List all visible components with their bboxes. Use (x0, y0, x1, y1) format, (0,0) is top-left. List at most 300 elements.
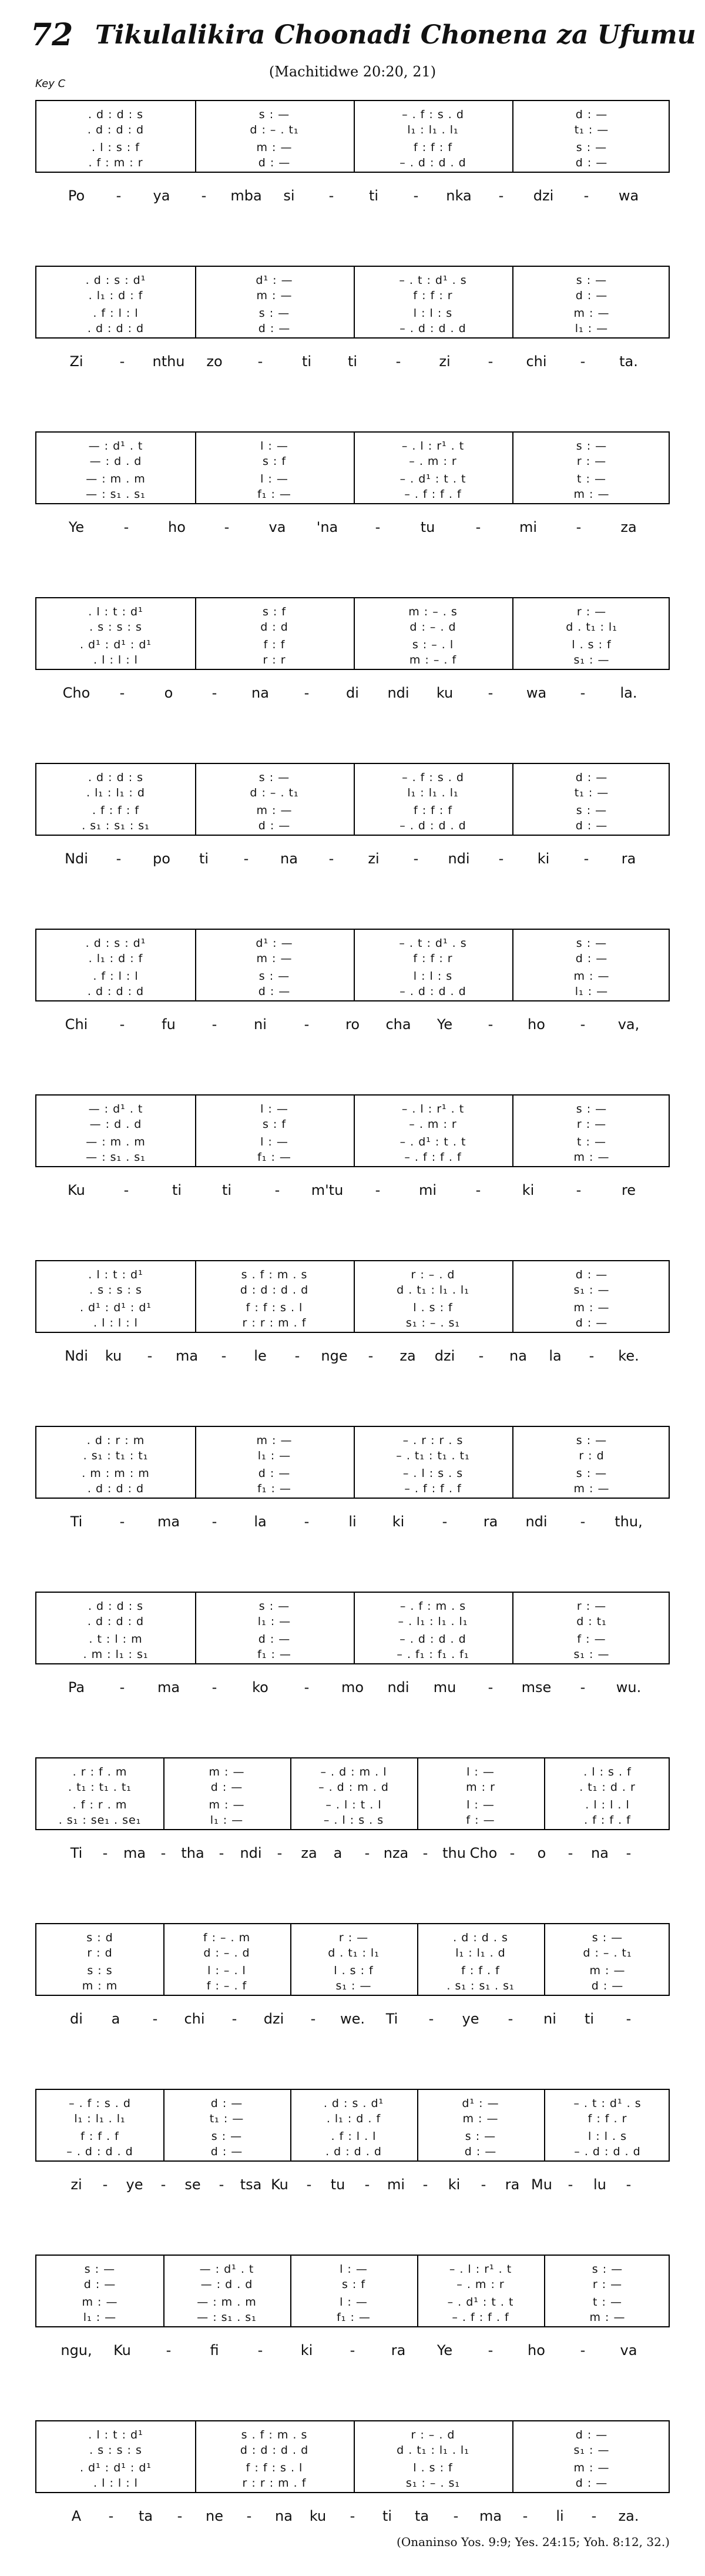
lyric-syllable: ti (382, 2508, 392, 2524)
solfa-staff (35, 1757, 670, 1830)
lyric-syllable: - (368, 1348, 374, 1364)
voice-line (36, 1481, 671, 1496)
lyric-syllable: - (119, 1679, 125, 1696)
voice-line (36, 984, 671, 999)
solfa-measure: — : s₁ . s₁ (86, 1151, 146, 1164)
solfa-measure: . d¹ : d¹ : d¹ (79, 638, 152, 651)
lyric-syllable: ho (528, 2342, 545, 2359)
lyric-syllable: - (488, 1016, 494, 1033)
solfa-measure: r : d (87, 1947, 113, 1959)
solfa-measure: l : — (260, 473, 288, 485)
solfa-measure: – . m : r (409, 1118, 457, 1131)
solfa-measure: d : — (258, 322, 291, 335)
solfa-measure: l : — (466, 1766, 495, 1778)
lyric-syllable: ti (347, 353, 358, 370)
music-system (35, 1757, 670, 1895)
solfa-staff (35, 1923, 670, 1996)
lyric-syllable: - (422, 1845, 428, 1861)
lyrics-line (35, 849, 670, 869)
lyrics-line (35, 1677, 670, 1697)
lyric-syllable: - (576, 1182, 582, 1198)
solfa-measure: s : — (211, 2130, 243, 2143)
solfa-measure: . l : l : l (93, 2477, 138, 2490)
lyric-syllable: - (576, 519, 582, 535)
lyric-syllable: ki (522, 1182, 535, 1198)
lyric-syllable: va (620, 2342, 637, 2359)
lyric-syllable: - (274, 1182, 280, 1198)
lyric-syllable: le (254, 1348, 267, 1364)
lyric-syllable: - (580, 353, 586, 370)
solfa-measure: – . d¹ : t . t (447, 2296, 514, 2309)
solfa-measure: . d : r : m (86, 1434, 145, 1447)
lyric-syllable: - (219, 1845, 224, 1861)
lyric-syllable: we. (340, 2011, 365, 2027)
hymn-number: 72 (31, 17, 73, 53)
lyric-syllable: - (304, 1016, 310, 1033)
lyrics-line (35, 1843, 670, 1863)
music-system (35, 1592, 670, 1730)
lyric-syllable: va (268, 519, 286, 535)
solfa-measure: s . f : m . s (241, 1268, 308, 1281)
solfa-measure: s : — (84, 2263, 116, 2276)
voice-line (36, 1614, 671, 1629)
solfa-measure: – . f : s . d (69, 2097, 131, 2110)
solfa-measure: . f : r . m (72, 1798, 127, 1811)
lyric-syllable: - (123, 519, 129, 535)
voice-line (36, 2475, 671, 2491)
solfa-measure: d : – . t₁ (250, 123, 299, 136)
lyric-syllable: - (488, 353, 494, 370)
voice-line (36, 1134, 671, 1150)
solfa-measure: . d : s . d¹ (323, 2097, 384, 2110)
solfa-measure: r : — (592, 2278, 623, 2291)
lyric-syllable: - (498, 850, 504, 867)
solfa-measure: – . l : s . s (323, 1814, 384, 1827)
solfa-measure: d : – . t₁ (583, 1947, 632, 1959)
lyric-syllable: - (212, 1513, 217, 1530)
lyric-syllable: - (212, 1679, 217, 1696)
lyric-syllable: - (160, 1845, 166, 1861)
solfa-measure: – . m : r (409, 455, 457, 468)
voice-line (36, 652, 671, 668)
solfa-measure: d : — (464, 2145, 497, 2158)
music-system (35, 1923, 670, 2061)
solfa-measure: – . l : r¹ . t (401, 1103, 465, 1116)
voice-line (36, 438, 671, 454)
lyric-syllable: - (212, 1016, 217, 1033)
music-key: Key C (35, 78, 66, 90)
lyric-syllable: thu, (615, 1513, 643, 1530)
solfa-measure: . t₁ : d . r (579, 1781, 636, 1794)
solfa-staff (35, 431, 670, 504)
voice-line (36, 604, 671, 619)
solfa-measure: t₁ : — (209, 2112, 244, 2125)
lyric-syllable: ki (392, 1513, 405, 1530)
lyric-syllable: na (591, 1845, 609, 1861)
solfa-staff (35, 2420, 670, 2493)
solfa-measure: d : d (260, 621, 288, 634)
solfa-measure: r : r : m . f (242, 1317, 307, 1329)
lyric-syllable: Ku (113, 2342, 131, 2359)
solfa-measure: l₁ : — (575, 322, 609, 335)
lyric-syllable: - (488, 2342, 494, 2359)
lyric-syllable: ti (368, 187, 379, 204)
lyric-syllable: - (304, 1679, 310, 1696)
solfa-measure: – . l₁ : l₁ . l₁ (398, 1615, 468, 1628)
lyric-syllable: ho (168, 519, 186, 535)
voice-line (36, 140, 671, 155)
solfa-measure: f : – . m (203, 1931, 251, 1944)
lyric-syllable: tha (181, 1845, 204, 1861)
solfa-measure: – . d¹ : t . t (400, 1135, 466, 1148)
solfa-measure: d . t₁ : l₁ (566, 621, 617, 634)
solfa-measure: s : f (262, 455, 287, 468)
lyric-syllable: - (221, 1348, 227, 1364)
solfa-measure: – . l : s . s (402, 1467, 464, 1480)
solfa-measure: . d : d : d (87, 123, 145, 136)
solfa-measure: — : d . d (89, 455, 142, 468)
solfa-measure: l : — (340, 2296, 368, 2309)
solfa-measure: . s : s : s (89, 621, 142, 634)
solfa-measure: m : — (573, 488, 610, 501)
lyric-syllable: Zi (69, 353, 83, 370)
solfa-measure: d : — (575, 771, 608, 784)
solfa-measure: d . t₁ : l₁ (328, 1947, 380, 1959)
solfa-measure: l . s : f (413, 2461, 453, 2474)
solfa-measure: m : — (589, 2311, 626, 2324)
solfa-measure: l₁ : — (257, 1615, 291, 1628)
solfa-measure: l : — (340, 2263, 368, 2276)
solfa-measure: . r : f . m (72, 1766, 127, 1778)
solfa-measure: m : — (462, 2112, 499, 2125)
lyric-syllable: mse (521, 1679, 552, 1696)
lyric-syllable: fu (162, 1016, 176, 1033)
lyric-syllable: - (328, 187, 334, 204)
voice-line (36, 1267, 671, 1282)
lyric-syllable: a (333, 1845, 343, 1861)
solfa-measure: s . f : m . s (241, 2428, 308, 2441)
lyric-syllable: - (509, 1845, 515, 1861)
voice-line (36, 1599, 671, 1614)
lyric-syllable: fi (210, 2342, 219, 2359)
lyrics-line (35, 186, 670, 206)
lyric-syllable: - (481, 2176, 486, 2193)
lyric-syllable: - (243, 850, 249, 867)
solfa-measure: . d : d : d (87, 322, 145, 335)
voice-line (36, 1117, 671, 1132)
solfa-measure: s : — (576, 1467, 607, 1480)
voice-line (36, 1780, 671, 1795)
lyric-syllable: ni (254, 1016, 267, 1033)
solfa-measure: r : – . d (411, 1268, 455, 1281)
lyric-syllable: - (119, 1016, 125, 1033)
voice-line (36, 2111, 671, 2126)
solfa-measure: s₁ : — (573, 1284, 610, 1297)
voice-line (36, 2310, 671, 2325)
solfa-measure: l₁ : l₁ . l₁ (407, 786, 459, 799)
solfa-measure: f : f : f (413, 141, 453, 154)
solfa-measure: s : — (258, 108, 290, 121)
voice-line (36, 321, 671, 336)
lyric-syllable: mi (387, 2176, 405, 2193)
solfa-measure: s : — (576, 141, 607, 154)
lyric-syllable: 'na (316, 519, 338, 535)
lyric-syllable: - (231, 2011, 237, 2027)
solfa-measure: s₁ : – . s₁ (405, 1317, 461, 1329)
lyric-syllable: na (275, 2508, 293, 2524)
solfa-measure: m : — (256, 952, 293, 965)
solfa-measure: — : d¹ . t (199, 2263, 254, 2276)
solfa-measure: r : — (576, 1118, 607, 1131)
voice-line (36, 1764, 671, 1780)
solfa-measure: d : — (258, 985, 291, 998)
solfa-measure: – . t : d¹ . s (399, 274, 467, 287)
music-system (35, 2089, 670, 2227)
hymn-header (31, 17, 696, 53)
lyric-syllable: ngu, (61, 2342, 92, 2359)
solfa-measure: l : — (260, 1135, 288, 1148)
solfa-measure: m : — (209, 1766, 245, 1778)
solfa-measure: . f : l . l (331, 2130, 377, 2143)
solfa-measure: d : — (258, 819, 291, 832)
solfa-measure: d : — (258, 156, 291, 169)
lyric-syllable: - (246, 2508, 252, 2524)
lyric-syllable: ndi (448, 850, 470, 867)
lyric-syllable: - (304, 1513, 310, 1530)
lyric-syllable: ti (172, 1182, 182, 1198)
lyric-syllable: - (364, 1845, 370, 1861)
lyric-syllable: si (283, 187, 295, 204)
lyric-syllable: Po (68, 187, 85, 204)
solfa-measure: — : d¹ . t (88, 1103, 143, 1116)
voice-line (36, 288, 671, 303)
solfa-measure: l : l : s (413, 307, 453, 320)
solfa-measure: m : — (82, 2296, 118, 2309)
lyric-syllable: re (621, 1182, 636, 1198)
lyric-syllable: ta (138, 2508, 153, 2524)
voice-line (36, 936, 671, 951)
lyric-syllable: - (428, 2011, 434, 2027)
solfa-measure: — : m . m (86, 1135, 146, 1148)
lyric-syllable: la (549, 1348, 562, 1364)
lyrics-line (35, 2340, 670, 2360)
lyric-syllable: mo (341, 1679, 364, 1696)
solfa-measure: m : — (209, 1798, 245, 1811)
solfa-measure: – . d : m . l (320, 1766, 387, 1778)
solfa-measure: – . l : r¹ . t (401, 440, 465, 453)
solfa-measure: d : — (575, 2428, 608, 2441)
lyric-syllable: za (400, 1348, 416, 1364)
lyric-syllable: Ndi (65, 850, 88, 867)
solfa-measure: l₁ : — (575, 985, 609, 998)
lyric-syllable: - (364, 2176, 370, 2193)
solfa-measure: . m : l₁ : s₁ (83, 1648, 149, 1661)
solfa-measure: d : — (210, 2097, 243, 2110)
lyric-syllable: ra (621, 850, 636, 867)
hymn-reference: (Machitidwe 20:20, 21) (268, 63, 437, 80)
solfa-measure: m : — (589, 1964, 626, 1977)
solfa-measure: d . t₁ : l₁ . l₁ (397, 1284, 469, 1297)
solfa-measure: m : — (573, 970, 610, 983)
voice-line (36, 1282, 671, 1298)
solfa-measure: – . d : d . d (400, 819, 466, 832)
solfa-measure: . d : d : d (87, 985, 145, 998)
voice-line (36, 1300, 671, 1315)
solfa-measure: . l : s . f (583, 1766, 632, 1778)
solfa-measure: — : d¹ . t (88, 440, 143, 453)
lyric-syllable: zi (439, 353, 451, 370)
solfa-measure: s : — (576, 440, 607, 453)
lyric-syllable: - (475, 1182, 481, 1198)
lyric-syllable: Mu (531, 2176, 552, 2193)
solfa-measure: l : — (466, 1798, 495, 1811)
lyric-syllable: - (422, 2176, 428, 2193)
lyric-syllable: nge (321, 1348, 348, 1364)
lyric-syllable: - (304, 685, 310, 701)
solfa-measure: d¹ : — (256, 274, 293, 287)
music-system (35, 597, 670, 735)
solfa-measure: d : — (575, 952, 608, 965)
lyric-syllable: - (119, 685, 125, 701)
lyric-syllable: - (626, 2176, 632, 2193)
solfa-measure: r : — (576, 1600, 607, 1613)
solfa-staff (35, 1426, 670, 1499)
lyric-syllable: dzi (263, 2011, 284, 2027)
lyric-syllable: ti (221, 1182, 232, 1198)
lyric-syllable: Ti (385, 2011, 398, 2027)
solfa-measure: – . l : r¹ . t (449, 2263, 512, 2276)
solfa-staff (35, 763, 670, 836)
solfa-measure: . d : d : d (87, 1482, 145, 1495)
solfa-measure: s : — (258, 771, 290, 784)
solfa-measure: s₁ : — (573, 654, 610, 666)
lyric-syllable: - (212, 685, 217, 701)
lyric-syllable: ndi (387, 685, 409, 701)
solfa-measure: s : — (465, 2130, 496, 2143)
solfa-measure: — : s₁ . s₁ (86, 488, 146, 501)
solfa-measure: . f : f : f (92, 804, 140, 817)
lyrics-line (35, 2175, 670, 2195)
solfa-staff (35, 929, 670, 1001)
solfa-measure: d : d : d . d (240, 2444, 309, 2457)
solfa-measure: . l : l . l (585, 1798, 630, 1811)
lyrics-line (35, 351, 670, 371)
voice-line (36, 2443, 671, 2458)
solfa-measure: d¹ : — (462, 2097, 499, 2110)
lyric-syllable: ro (345, 1016, 360, 1033)
solfa-measure: d : – . d (203, 1947, 250, 1959)
lyric-syllable: - (583, 850, 589, 867)
solfa-measure: — : m . m (86, 473, 146, 485)
lyric-syllable: se (184, 2176, 201, 2193)
solfa-measure: l : — (260, 440, 288, 453)
solfa-measure: d : — (575, 1317, 608, 1329)
lyric-syllable: - (580, 1016, 586, 1033)
solfa-measure: – . d : d . d (400, 322, 466, 335)
lyric-syllable: za (301, 1845, 317, 1861)
solfa-measure: s₁ : — (573, 2444, 610, 2457)
lyric-syllable: - (257, 353, 263, 370)
solfa-measure: – . f₁ : f₁ . f₁ (397, 1648, 469, 1661)
lyric-syllable: Ndi (65, 1348, 88, 1364)
solfa-measure: . s₁ : s₁ : s₁ (82, 819, 150, 832)
lyric-syllable: zo (206, 353, 223, 370)
lyric-syllable: o (537, 1845, 546, 1861)
solfa-measure: s : – . l (412, 638, 454, 651)
solfa-measure: l₁ : l₁ . l₁ (74, 2112, 126, 2125)
solfa-measure: d : — (575, 1268, 608, 1281)
solfa-measure: – . d : d . d (400, 156, 466, 169)
lyric-syllable: la (254, 1513, 267, 1530)
voice-line (36, 2262, 671, 2277)
solfa-measure: f₁ : — (257, 1151, 291, 1164)
solfa-measure: d : — (210, 2145, 243, 2158)
lyric-syllable: la. (620, 685, 637, 701)
solfa-measure: — : d . d (89, 1118, 142, 1131)
solfa-measure: – . t : d¹ . s (573, 2097, 642, 2110)
lyric-syllable: - (108, 2508, 114, 2524)
solfa-measure: r : r : m . f (242, 2477, 307, 2490)
solfa-measure: l₁ : — (257, 1449, 291, 1462)
solfa-measure: d : — (591, 1979, 624, 1992)
lyric-syllable: - (350, 2508, 355, 2524)
lyric-syllable: ma (175, 1348, 199, 1364)
hymn-title: Tikulalikira Choonadi Chonena za Ufumu (95, 20, 696, 50)
solfa-measure: . f : l : l (93, 307, 139, 320)
lyrics-line (35, 683, 670, 703)
lyric-syllable: Ti (70, 1845, 83, 1861)
lyric-syllable: wu. (616, 1679, 642, 1696)
solfa-measure: s : — (258, 970, 290, 983)
solfa-measure: . l₁ : l₁ : d (86, 786, 145, 799)
lyric-syllable: nza (383, 1845, 409, 1861)
lyric-syllable: mi (418, 1182, 437, 1198)
lyric-syllable: - (478, 1348, 484, 1364)
voice-line (36, 1632, 671, 1647)
lyric-syllable: - (350, 2342, 355, 2359)
lyrics-line (35, 1180, 670, 1200)
lyric-syllable: - (568, 1845, 573, 1861)
solfa-measure: . l₁ : d : f (88, 952, 143, 965)
lyric-syllable: ku (309, 2508, 327, 2524)
solfa-measure: f : — (466, 1814, 495, 1827)
solfa-measure: – . d : d . d (400, 1633, 466, 1646)
solfa-measure: s : — (576, 274, 607, 287)
lyric-syllable: - (375, 519, 381, 535)
solfa-staff (35, 2089, 670, 2162)
lyric-syllable: - (580, 1679, 586, 1696)
voice-line (36, 107, 671, 122)
lyrics-line (35, 1512, 670, 1532)
voice-line (36, 306, 671, 321)
lyric-syllable: mba (230, 187, 262, 204)
voice-line (36, 122, 671, 138)
voice-line (36, 471, 671, 487)
solfa-measure: r : — (576, 455, 607, 468)
solfa-measure: t₁ : — (574, 786, 609, 799)
solfa-measure: . d¹ : d¹ : d¹ (79, 1301, 152, 1314)
solfa-measure: s : — (258, 307, 290, 320)
solfa-measure: l : — (260, 1103, 288, 1116)
solfa-measure: . l₁ : d . f (326, 2112, 381, 2125)
solfa-measure: d : — (575, 819, 608, 832)
voice-line (36, 1963, 671, 1978)
solfa-measure: s : — (576, 1434, 607, 1447)
lyric-syllable: ndi (387, 1679, 409, 1696)
solfa-measure: – . d : d . d (400, 985, 466, 998)
solfa-measure: f : f : f (413, 804, 453, 817)
lyric-syllable: A (71, 2508, 82, 2524)
